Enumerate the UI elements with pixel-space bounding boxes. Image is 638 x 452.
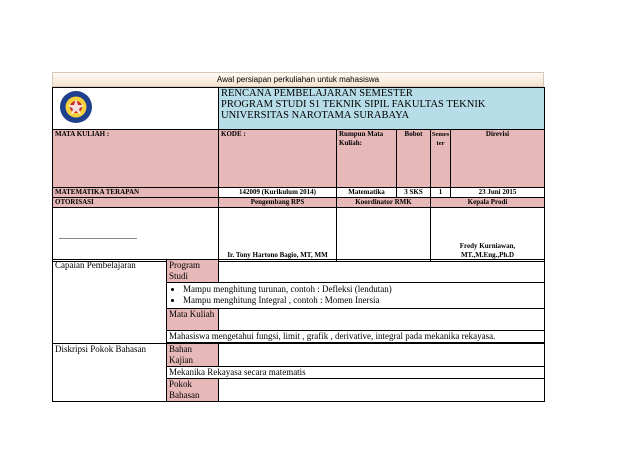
program-studi-label: Program Studi [167, 260, 219, 283]
semester-value: 1 [431, 188, 451, 198]
mata-kuliah-value: MATEMATIKA TERAPAN [53, 188, 219, 198]
semester-header: Semester [431, 130, 451, 188]
empty-cell [219, 344, 545, 367]
bahan-kajian-text: Mekanika Rekayasa secara matematis [167, 367, 545, 379]
capaian-list-cell [167, 283, 545, 309]
university-logo [57, 90, 99, 124]
title-line-2: PROGRAM STUDI S1 TEKNIK SIPIL FAKULTAS TEKNIK [221, 99, 486, 110]
rumpun-value: Matematika [337, 188, 397, 198]
direvisi-header: Direvisi [451, 130, 545, 188]
title-block [219, 88, 545, 130]
kepala-name: Fredy Kurniawan, MT.,M.Eng.,Ph.D [431, 208, 545, 262]
bahan-kajian-label: Bahan Kajian [167, 344, 219, 367]
capaian-list [169, 284, 542, 306]
mata-kuliah-text: Mahasiswa mengetahui fungsi, limit , grafik , derivative, integral pada mekanika rekayasa. [167, 331, 545, 343]
empty-cell [219, 379, 545, 402]
mata-kuliah-header: MATA KULIAH : [53, 130, 219, 188]
pengembang-name: Ir. Tony Hartono Bagio, MT, MM [219, 208, 337, 262]
mata-kuliah-label: Mata Kuliah [167, 309, 219, 331]
signature-cell [53, 208, 219, 262]
title-line-1: RENCANA PEMBELAJARAN SEMESTER [221, 88, 413, 99]
list-item: • Mampu menghitung Integral , contoh : Momen Inersia [183, 295, 542, 306]
capaian-label: Capaian Pembelajaran [53, 260, 167, 344]
koordinator-name [337, 208, 431, 262]
pokok-bahasan-label: Pokok Bahasan [167, 379, 219, 402]
logo-cell [53, 88, 219, 130]
empty-cell [219, 260, 545, 283]
kode-header: KODE : [219, 130, 337, 188]
list-item: • Mampu menghitung turunan, contoh : Defleksi (lendutan) [183, 284, 542, 295]
banner: Awal persiapan perkuliahan untuk mahasiswa [52, 72, 544, 87]
learning-table [52, 259, 545, 402]
signature-line [59, 238, 137, 239]
empty-cell [219, 309, 545, 331]
diskripsi-label: Diskripsi Pokok Bahasan [53, 344, 167, 402]
rumpun-header: Rumpun Mata Kuliah: [337, 130, 397, 188]
kepala-header: Kepala Prodi [431, 198, 545, 208]
kode-value: 142009 (Kurikulum 2014) [219, 188, 337, 198]
rps-header-table [52, 87, 545, 262]
koordinator-header: Koordinator RMK [337, 198, 431, 208]
title-line-3: UNIVERSITAS NAROTAMA SURABAYA [221, 110, 410, 121]
bobot-value: 3 SKS [397, 188, 431, 198]
bobot-header: Bobot [397, 130, 431, 188]
direvisi-value: 23 Juni 2015 [451, 188, 545, 198]
otorisasi-label: OTORISASI [53, 198, 219, 208]
pengembang-header: Pengembang RPS [219, 198, 337, 208]
